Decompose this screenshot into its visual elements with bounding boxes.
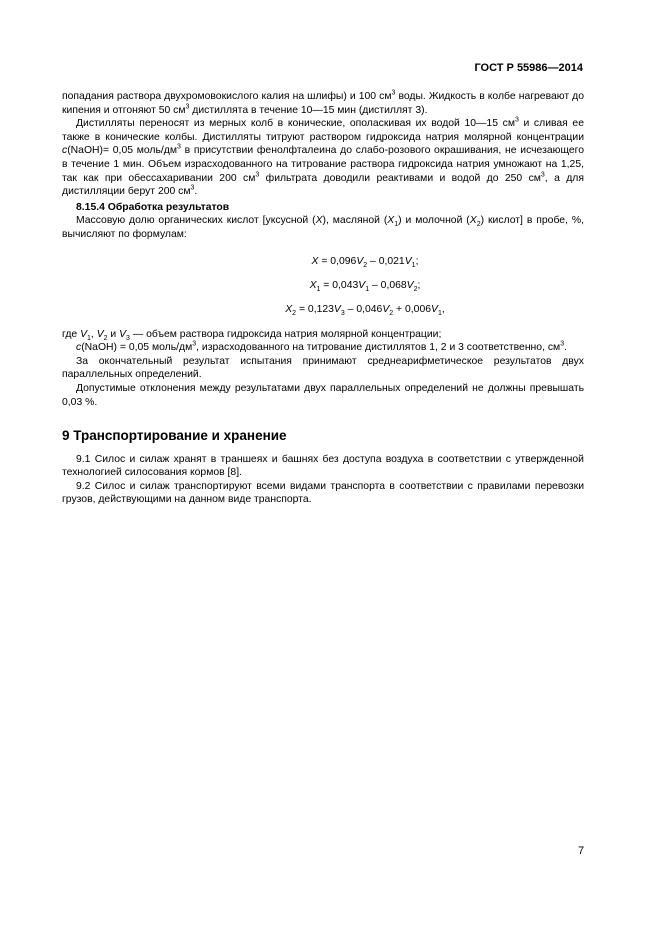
paragraph-transport: 9.2 Силос и силаж транспортируют всеми видами транспорта в соответствии с правилами перевозки грузов, действующими на данном виде транспорта. bbox=[62, 480, 584, 506]
formula-acetic: $X = 0,096V_2 - 0,021V_1$; bbox=[311, 255, 419, 269]
paragraph-mass-fraction: Массовую долю органических кислот [уксусной (X), масляной $(X_1)$ и молочной $(X_2)$ кислот] в пробе, %, вычисляют по формулам: bbox=[62, 215, 584, 240]
paragraph-storage: 9.1 Силос и силаж хранят в траншеях и башнях без доступа воздуха в соответствии с утвержденной технологией силосования кормов [8]. bbox=[62, 453, 584, 479]
where-clause-concentration: с(NaOH) = 0,05 моль/$дм^3$, израсходованного на титрование дистиллятов 1, 2 и 3 соответственно, $см^3$. bbox=[76, 340, 567, 354]
page-number: 7 bbox=[578, 845, 585, 857]
section-title: 9 Транспортирование и хранение bbox=[62, 428, 287, 444]
where-clause: где $V_1$, $V_2$ и $V_3$ — объем раствора гидроксида натрия молярной концентрации; bbox=[62, 328, 442, 342]
formula-lactic: $X_2 = 0,123V_3 - 0,046V_2 + 0,006V_1$, bbox=[285, 303, 445, 317]
document-header: ГОСТ Р 55986—2014 bbox=[474, 62, 583, 74]
paragraph-distillation-3: попадания раствора двухромовокислого калия на шлифы) и 100 $см^3$ воды. Жидкость в колбе нагревают до кипения и отгоняют 50 $см^3$ дистиллята в течение 10—15 мин (дистиллят 3). bbox=[62, 89, 584, 116]
subsection-title: 8.15.4 Обработка результатов bbox=[76, 201, 230, 213]
paragraph-final-result: За окончательный результат испытания принимают среднеарифметическое результатов двух параллельных определений. bbox=[62, 355, 584, 381]
paragraph-titration: Дистилляты переносят из мерных колб в конические, ополаскивая их водой 10—15 $см^3$ и сливая ее также в конические колбы. Дистилляты титруют раствором гидроксида натрия молярной концентрации с(NaOH)= 0,05 моль/$дм^3$ в присутствии фенолфталеина до слабо-розового окрашивания, не исчезающего в течение 1 мин. Объем израсходованного на титрование раствора гидроксида натрия умножают на 1,25, так как при обессахаривании 200 $см^3$ фильтрата доводили реактивами и водой до 250 $см^3$, а для дистилляции берут 200 $см^3$. bbox=[62, 116, 584, 198]
document-body bbox=[62, 90, 584, 507]
formula-butyric: $X_1 = 0,043V_1 - 0,068V_2$; bbox=[309, 279, 421, 293]
formula-block bbox=[62, 254, 584, 318]
paragraph-tolerance: Допустимые отклонения между результатами двух параллельных определений не должны превышать 0,03 %. bbox=[62, 382, 584, 408]
